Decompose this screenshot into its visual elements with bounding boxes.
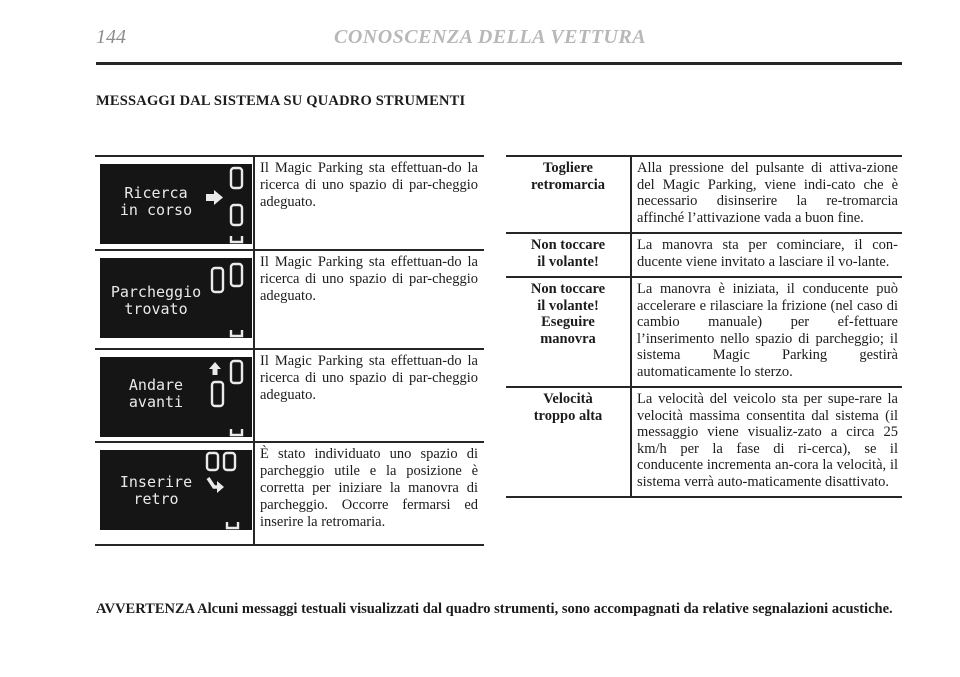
message-description: La manovra sta per cominciare, il con-ducente viene invitato a lasciare il vo-lante.	[637, 237, 898, 270]
arrow-right-icon	[206, 190, 223, 205]
parked-car-icon	[212, 264, 242, 336]
table-row	[506, 234, 902, 278]
display-screen	[100, 164, 252, 244]
display-screen	[100, 450, 252, 530]
page-title: CONOSCENZA DELLA VETTURA	[334, 26, 647, 48]
reverse-arrow-icon	[208, 478, 224, 493]
table-row	[95, 443, 484, 544]
display-screen	[100, 357, 252, 437]
display-line-1: Andare	[128, 376, 184, 394]
warnings-table	[506, 155, 902, 498]
display-line-2: retro	[133, 490, 179, 508]
warning-note: AVVERTENZA Alcuni messaggi testuali visualizzati dal quadro strumenti, sono accompagnati da relative segnalazioni acustiche.	[96, 601, 893, 617]
message-label: Togliere retromarcia	[506, 157, 632, 232]
message-description: Il Magic Parking sta effettuan-do la ricerca di uno spazio di par-cheggio adeguato.	[260, 353, 478, 403]
display-screen	[100, 258, 252, 338]
table-row	[95, 350, 484, 443]
display-line-1: Parcheggio	[110, 283, 202, 301]
header-rule	[96, 62, 902, 65]
table-row	[506, 278, 902, 388]
message-label: Non toccare il volante!	[506, 234, 632, 276]
table-row	[506, 388, 902, 496]
message-description: La velocità del veicolo sta per supe-rare la velocità massima consentita dal sistema (il messaggio viene visualiz-zato a circa 25 km/h per la fase di ri-cerca), se il conducente incrementa an-cora la velocità, il sistema verrà auto-maticamente disattivato.	[637, 391, 898, 490]
parked-car-icon	[231, 168, 242, 242]
display-line-1: Inserire	[119, 473, 193, 491]
table-row	[506, 157, 902, 234]
message-description: Il Magic Parking sta effettuan-do la ricerca di uno spazio di par-cheggio adeguato.	[260, 254, 478, 304]
page-number: 144	[96, 26, 126, 48]
table-row	[95, 157, 484, 251]
table-row	[95, 251, 484, 350]
section-heading: MESSAGGI DAL SISTEMA SU QUADRO STRUMENTI	[96, 93, 466, 109]
display-line-1: Ricerca	[124, 184, 188, 202]
message-description: È stato individuato uno spazio di parcheggio utile e la posizione è corretta per iniziare la manovra di parcheggio. Occorre fermarsi ed inserire la retromaria.	[260, 446, 478, 530]
message-description: Il Magic Parking sta effettuan-do la ricerca di uno spazio di par-cheggio adeguato.	[260, 160, 478, 210]
display-line-2: in corso	[119, 201, 193, 219]
arrow-up-icon	[209, 362, 221, 375]
message-description: Alla pressione del pulsante di attiva-zione del Magic Parking, viene indi-cato che è necessario disinserire la re-tromarcia affinché l’attivazione vada a buon fine.	[637, 160, 898, 226]
parked-car-icon	[207, 453, 238, 528]
display-messages-table	[95, 155, 484, 546]
message-description: La manovra è iniziata, il conducente può accelerare e rilasciare la frizione (nel caso di cambio manuale) per ef-fettuare l’inserimento nello spazio di parcheggio; il sistema Magic Parking gestirà automaticamente lo sterzo.	[637, 281, 898, 380]
display-line-2: trovato	[124, 300, 188, 318]
display-line-2: avanti	[128, 393, 184, 411]
message-label: Non toccare il volante! Eseguire manovra	[506, 278, 632, 386]
message-label: Velocità troppo alta	[506, 388, 632, 496]
